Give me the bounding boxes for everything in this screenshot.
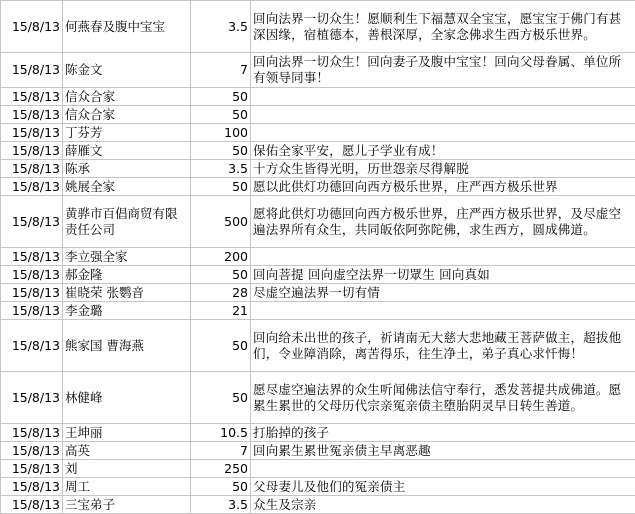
date-cell[interactable]: 15/8/13 bbox=[1, 142, 63, 160]
donor-name-cell[interactable]: 周工 bbox=[63, 478, 191, 496]
amount-cell[interactable]: 10.5 bbox=[191, 424, 251, 442]
date-cell[interactable]: 15/8/13 bbox=[1, 266, 63, 284]
date-cell[interactable]: 15/8/13 bbox=[1, 160, 63, 178]
amount-cell[interactable]: 28 bbox=[191, 284, 251, 302]
amount-cell[interactable]: 3.5 bbox=[191, 496, 251, 514]
table-row bbox=[1, 248, 635, 266]
donor-name-cell[interactable]: 王坤丽 bbox=[63, 424, 191, 442]
dedication-cell[interactable] bbox=[251, 460, 635, 478]
donor-name-cell[interactable]: 何燕春及腹中宝宝 bbox=[63, 1, 191, 53]
table-row bbox=[1, 372, 635, 424]
date-cell[interactable]: 15/8/13 bbox=[1, 248, 63, 266]
date-cell[interactable]: 15/8/13 bbox=[1, 106, 63, 124]
amount-cell[interactable]: 21 bbox=[191, 302, 251, 320]
donor-name-cell[interactable]: 高英 bbox=[63, 442, 191, 460]
donor-name-cell[interactable]: 刘 bbox=[63, 460, 191, 478]
table-row bbox=[1, 442, 635, 460]
table-row bbox=[1, 478, 635, 496]
table-row bbox=[1, 88, 635, 106]
donor-name-cell[interactable]: 陈承 bbox=[63, 160, 191, 178]
date-cell[interactable]: 15/8/13 bbox=[1, 284, 63, 302]
dedication-cell[interactable]: 回向法界一切众生！回向妻子及腹中宝宝！回向父母眷属、单位所有领导同事！ bbox=[251, 53, 635, 88]
date-cell[interactable]: 15/8/13 bbox=[1, 53, 63, 88]
sheet-body bbox=[1, 1, 635, 514]
donor-name-cell[interactable]: 陈金文 bbox=[63, 53, 191, 88]
table-row bbox=[1, 160, 635, 178]
dedication-cell[interactable]: 打胎掉的孩子 bbox=[251, 424, 635, 442]
dedication-cell[interactable]: 回向菩提 回向虚空法界一切眾生 回向真如 bbox=[251, 266, 635, 284]
donor-name-cell[interactable]: 三宝弟子 bbox=[63, 496, 191, 514]
date-cell[interactable]: 15/8/13 bbox=[1, 320, 63, 372]
date-cell[interactable]: 15/8/13 bbox=[1, 178, 63, 196]
amount-cell[interactable]: 50 bbox=[191, 320, 251, 372]
dedication-cell[interactable]: 愿以此供灯功德回向西方极乐世界，庄严西方极乐世界 bbox=[251, 178, 635, 196]
dedication-cell[interactable] bbox=[251, 106, 635, 124]
donor-name-cell[interactable]: 崔晓荣 张鹦音 bbox=[63, 284, 191, 302]
donor-name-cell[interactable]: 薛雁文 bbox=[63, 142, 191, 160]
table-row bbox=[1, 302, 635, 320]
amount-cell[interactable]: 50 bbox=[191, 88, 251, 106]
table-row bbox=[1, 53, 635, 88]
date-cell[interactable]: 15/8/13 bbox=[1, 124, 63, 142]
amount-cell[interactable]: 50 bbox=[191, 266, 251, 284]
dedication-cell[interactable]: 保佑全家平安，愿儿子学业有成！ bbox=[251, 142, 635, 160]
dedication-cell[interactable]: 愿尽虚空遍法界的众生听闻佛法信守奉行，悉发菩提共成佛道。愿累生累世的父母历代宗亲冤亲债主堕胎阴灵早日转生善道。 bbox=[251, 372, 635, 424]
table-row bbox=[1, 320, 635, 372]
dedication-cell[interactable]: 父母妻儿及他们的冤亲债主 bbox=[251, 478, 635, 496]
table-row bbox=[1, 124, 635, 142]
dedication-cell[interactable] bbox=[251, 124, 635, 142]
dedication-cell[interactable] bbox=[251, 248, 635, 266]
date-cell[interactable]: 15/8/13 bbox=[1, 424, 63, 442]
donor-name-cell[interactable]: 李金璐 bbox=[63, 302, 191, 320]
donor-name-cell[interactable]: 姚展全家 bbox=[63, 178, 191, 196]
amount-cell[interactable]: 250 bbox=[191, 460, 251, 478]
table-row bbox=[1, 142, 635, 160]
amount-cell[interactable]: 500 bbox=[191, 196, 251, 248]
amount-cell[interactable]: 50 bbox=[191, 478, 251, 496]
table-row bbox=[1, 266, 635, 284]
donor-name-cell[interactable]: 李立强全家 bbox=[63, 248, 191, 266]
amount-cell[interactable]: 3.5 bbox=[191, 1, 251, 53]
table-row bbox=[1, 496, 635, 514]
donor-name-cell[interactable]: 信众合家 bbox=[63, 106, 191, 124]
date-cell[interactable]: 15/8/13 bbox=[1, 1, 63, 53]
date-cell[interactable]: 15/8/13 bbox=[1, 496, 63, 514]
dedication-cell[interactable]: 十方众生皆得光明，历世怨亲尽得解脱 bbox=[251, 160, 635, 178]
table-row bbox=[1, 460, 635, 478]
amount-cell[interactable]: 7 bbox=[191, 53, 251, 88]
donor-name-cell[interactable]: 林健峰 bbox=[63, 372, 191, 424]
amount-cell[interactable]: 50 bbox=[191, 106, 251, 124]
amount-cell[interactable]: 3.5 bbox=[191, 160, 251, 178]
amount-cell[interactable]: 50 bbox=[191, 142, 251, 160]
dedication-cell[interactable]: 愿将此供灯功德回向西方极乐世界，庄严西方极乐世界，及尽虚空遍法界所有众生，共同皈依阿弥陀佛，求生西方，圆成佛道。 bbox=[251, 196, 635, 248]
table-row bbox=[1, 424, 635, 442]
date-cell[interactable]: 15/8/13 bbox=[1, 442, 63, 460]
dedication-cell[interactable]: 回向累生累世冤亲债主早离恶趣 bbox=[251, 442, 635, 460]
dedication-cell[interactable]: 众生及宗亲 bbox=[251, 496, 635, 514]
amount-cell[interactable]: 50 bbox=[191, 372, 251, 424]
date-cell[interactable]: 15/8/13 bbox=[1, 372, 63, 424]
donor-name-cell[interactable]: 熊家国 曹海燕 bbox=[63, 320, 191, 372]
amount-cell[interactable]: 200 bbox=[191, 248, 251, 266]
date-cell[interactable]: 15/8/13 bbox=[1, 460, 63, 478]
date-cell[interactable]: 15/8/13 bbox=[1, 302, 63, 320]
donor-name-cell[interactable]: 郝金隆 bbox=[63, 266, 191, 284]
table-row bbox=[1, 196, 635, 248]
date-cell[interactable]: 15/8/13 bbox=[1, 478, 63, 496]
dedication-cell[interactable]: 尽虚空遍法界一切有情 bbox=[251, 284, 635, 302]
table-row bbox=[1, 284, 635, 302]
date-cell[interactable]: 15/8/13 bbox=[1, 88, 63, 106]
table-row bbox=[1, 178, 635, 196]
dedication-cell[interactable] bbox=[251, 302, 635, 320]
donor-name-cell[interactable]: 丁芬芳 bbox=[63, 124, 191, 142]
date-cell[interactable]: 15/8/13 bbox=[1, 196, 63, 248]
dedication-cell[interactable]: 回向给未出世的孩子，祈请南无大慈大悲地藏王菩萨做主，超拔他们，令业障消除，离苦得乐，往生净土，弟子真心求忏悔！ bbox=[251, 320, 635, 372]
donor-name-cell[interactable]: 黄骅市百倡商贸有限责任公司 bbox=[63, 196, 191, 248]
amount-cell[interactable]: 50 bbox=[191, 178, 251, 196]
table-row bbox=[1, 1, 635, 53]
amount-cell[interactable]: 100 bbox=[191, 124, 251, 142]
table-row bbox=[1, 106, 635, 124]
dedication-cell[interactable]: 回向法界一切众生！愿顺利生下福慧双全宝宝，愿宝宝于佛门有甚深因缘，宿植德本，善根深厚，全家念佛求生西方极乐世界。 bbox=[251, 1, 635, 53]
donor-name-cell[interactable]: 信众合家 bbox=[63, 88, 191, 106]
dedication-cell[interactable] bbox=[251, 88, 635, 106]
amount-cell[interactable]: 7 bbox=[191, 442, 251, 460]
